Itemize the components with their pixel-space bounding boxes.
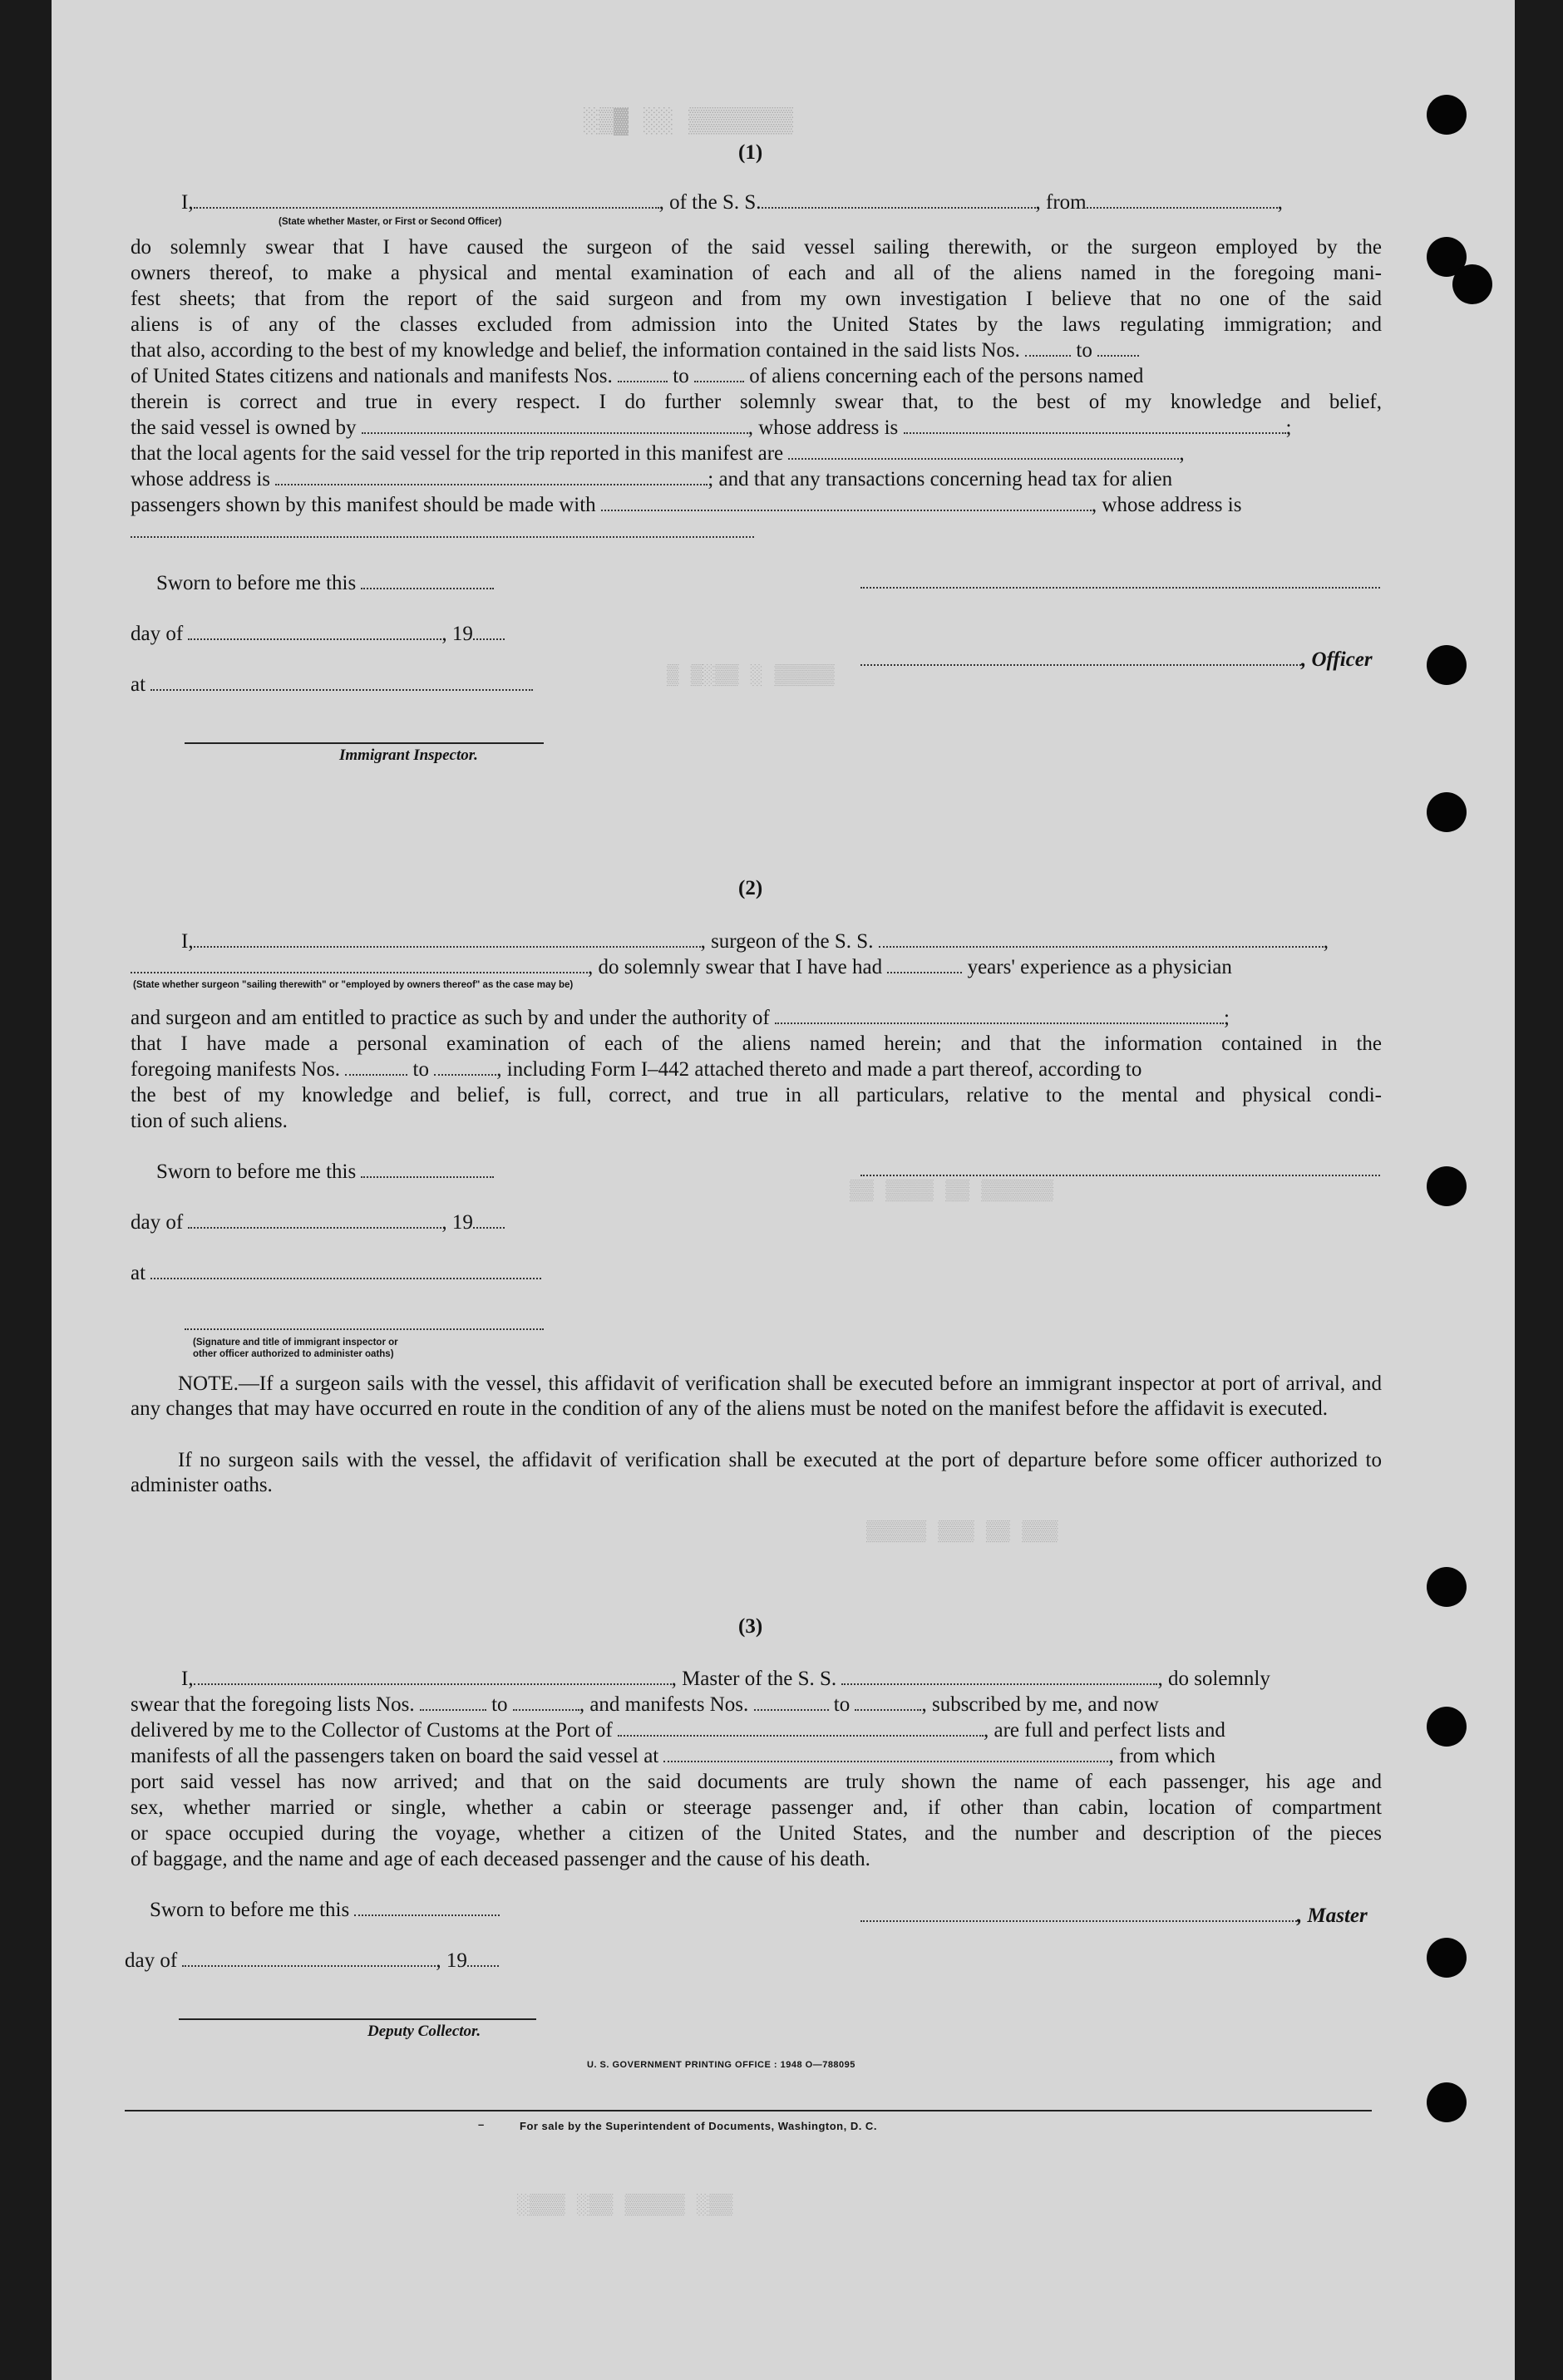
s3-line-7: or space occupied during the voyage, whether a citizen of the United States, and the number and description of the pieces — [131, 1822, 1382, 1845]
punch-hole — [1427, 1707, 1467, 1747]
s3-deputy-collector: Deputy Collector. — [367, 2023, 481, 2040]
s2-line-6: the best of my knowledge and belief, is full, correct, and true in all particulars, relative to the mental and physical condi- — [131, 1084, 1382, 1106]
s2-note: NOTE.—If a surgeon sails with the vessel, this affidavit of verification shall be executed before an immigrant inspector at port of arrival, and any changes that may have occurred en route in the condition of any of the aliens must be noted on the manifest before the affidavit is executed. — [131, 1372, 1382, 1420]
s3-master: , Master — [860, 1904, 1368, 1929]
s1-officer: , Officer — [860, 648, 1373, 673]
s1-officer-signature-line-1 — [860, 587, 1380, 589]
s1-day: day of , 19 — [131, 622, 505, 647]
s1-line-1: I, , of the S. S. , from , — [181, 191, 1283, 214]
s1-at: at — [131, 673, 533, 697]
s1-officer-hint: (State whether Master, or First or Second Officer) — [279, 217, 502, 227]
s1-immigrant-inspector: Immigrant Inspector. — [339, 747, 478, 764]
s3-line-1: I, , Master of the S. S. , do solemnly — [181, 1668, 1270, 1690]
s1-paragraph-line: owners thereof, to make a physical and mental examination of each and all of the aliens named in the foregoing mani- — [131, 262, 1382, 284]
footer-dash: – — [478, 2118, 485, 2131]
s3-line-2: swear that the foregoing lists Nos. to , and manifests Nos. to , subscribed by me, and now — [131, 1693, 1159, 1716]
footer-rule — [125, 2110, 1372, 2111]
s2-sig-hint-2: other officer authorized to administer oaths) — [193, 1349, 394, 1359]
s2-inspector-line — [185, 1328, 544, 1330]
s2-signature-line — [860, 1175, 1380, 1176]
punch-hole — [1427, 95, 1467, 135]
section-1-number: (1) — [738, 141, 763, 164]
punch-hole — [1427, 2082, 1467, 2122]
s3-line-8: of baggage, and the name and age of each deceased passenger and the cause of his death. — [131, 1848, 870, 1870]
s1-line-agents: that the local agents for the said vessel for the trip reported in this manifest are , — [131, 442, 1185, 465]
punch-hole — [1427, 1567, 1467, 1607]
s2-line-7: tion of such aliens. — [131, 1110, 288, 1132]
s1-line-lists: that also, according to the best of my knowledge and belief, the information contained in the said lists Nos. to — [131, 338, 1139, 363]
s3-line-6: sex, whether married or single, whether a cabin or steerage passenger and, if other than cabin, location of compartment — [131, 1796, 1382, 1819]
s3-day: day of , 19 — [125, 1949, 499, 1973]
s3-sworn: Sworn to before me this — [150, 1898, 500, 1923]
punch-hole — [1427, 1166, 1467, 1206]
s1-line-headtax: passengers shown by this manifest should be made with , whose address is — [131, 494, 1242, 516]
s2-note-2: If no surgeon sails with the vessel, the affidavit of verification shall be executed at the port of departure before some officer authorized to administer oaths. — [131, 1449, 1382, 1496]
s1-paragraph-line: aliens is of any of the classes excluded from admission into the United States by the laws regulating immigration; and — [131, 313, 1382, 336]
s1-line-manifests: of United States citizens and nationals and manifests Nos. to of aliens concerning each of the persons named — [131, 365, 1144, 387]
s2-day: day of , 19 — [131, 1210, 505, 1235]
s2-line-4: that I have made a personal examination of each of the aliens named herein; and that the information contained in the — [131, 1032, 1382, 1055]
punch-hole — [1427, 792, 1467, 832]
s1-paragraph-line: fest sheets; that from the report of the said surgeon and from my own investigation I believe that no one of the said — [131, 288, 1382, 310]
s2-line-2: , do solemnly swear that I have had years' experience as a physician — [131, 955, 1232, 980]
punch-hole — [1427, 1938, 1467, 1978]
form-sheet: ░▒▓ ░░ ▒▒▒▒▒▒▒ ▒ ▒░▒▒ ░ ▒▒▒▒▒ ▒▒ ▒▒▒▒ ▒▒ ▒▒▒▒▒▒ ▒▒▒▒▒ ▒▒▒ ▒▒ ▒▒▒ ░▒▒▒ ░▒▒ ▒▒▒▒▒ ░▒▒ — [52, 0, 1515, 2380]
s3-line-4: manifests of all the passengers taken on board the said vessel at , from which — [131, 1745, 1215, 1767]
s2-sworn: Sworn to before me this — [156, 1160, 494, 1185]
s3-line-3: delivered by me to the Collector of Customs at the Port of , are full and perfect lists and — [131, 1719, 1225, 1742]
s1-paragraph-line: do solemnly swear that I have caused the surgeon of the said vessel sailing therewith, or the surgeon employed by the — [131, 236, 1382, 259]
s1-blank-line — [131, 536, 754, 538]
s2-at: at — [131, 1261, 541, 1286]
s1-line-correct: therein is correct and true in every respect. I do further solemnly swear that, to the best of my knowledge and belief, — [131, 391, 1382, 413]
s3-deputy-line — [179, 2018, 536, 2020]
s1-line-address: whose address is ; and that any transactions concerning head tax for alien — [131, 468, 1173, 490]
section-2-number: (2) — [738, 877, 763, 899]
s1-inspector-line — [185, 742, 544, 744]
s3-line-5: port said vessel has now arrived; and that on the said documents are truly shown the name of each passenger, his age and — [131, 1771, 1382, 1793]
s2-line-1: I, , surgeon of the S. S. , — [181, 930, 1329, 953]
gpo-imprint: U. S. GOVERNMENT PRINTING OFFICE : 1948 O—788095 — [587, 2060, 855, 2070]
s2-line-5: foregoing manifests Nos. to , including Form I–442 attached thereto and made a part thereof, according to — [131, 1058, 1142, 1081]
section-3-number: (3) — [738, 1615, 763, 1638]
s2-surgeon-hint: (State whether surgeon "sailing therewith" or "employed by owners thereof" as the case may be) — [133, 980, 574, 990]
punch-hole — [1427, 645, 1467, 685]
for-sale-note: For sale by the Superintendent of Documents, Washington, D. C. — [520, 2120, 877, 2132]
s1-sworn: Sworn to before me this — [156, 571, 494, 596]
punch-hole — [1452, 264, 1492, 304]
s2-line-3: and surgeon and am entitled to practice as such by and under the authority of ; — [131, 1007, 1230, 1029]
s1-line-owner: the said vessel is owned by , whose address is ; — [131, 416, 1292, 439]
s2-sig-hint-1: (Signature and title of immigrant inspector or — [193, 1338, 398, 1348]
